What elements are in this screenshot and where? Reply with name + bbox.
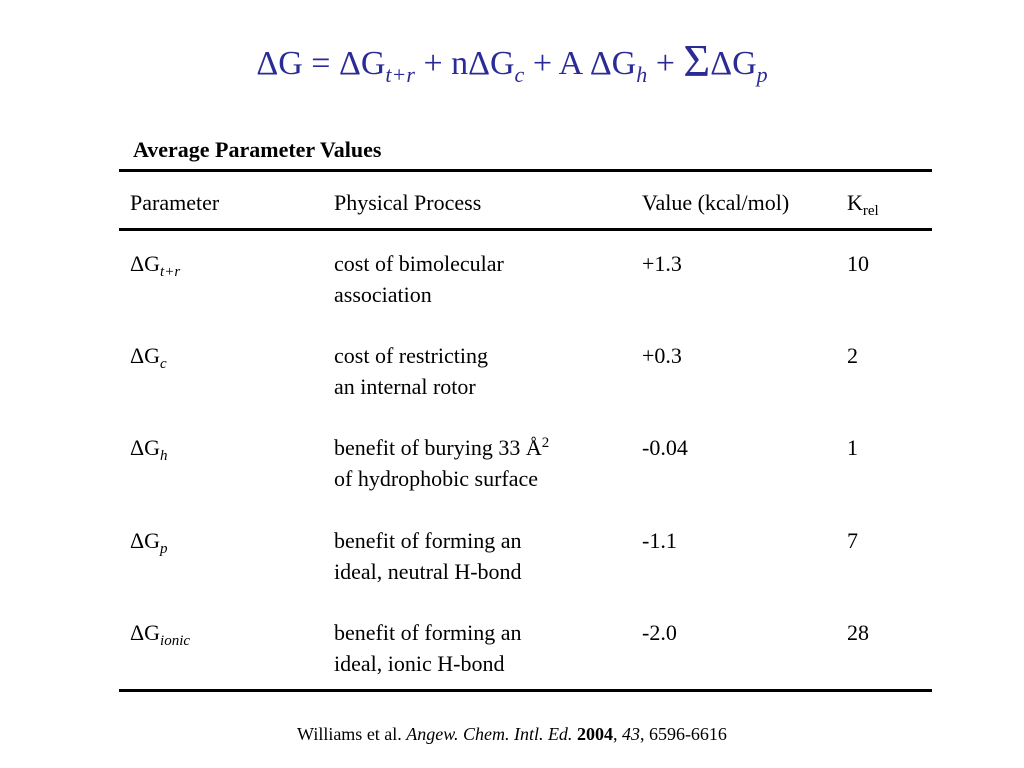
equation-plus3: +	[647, 45, 684, 82]
equation-term2-sub: c	[514, 62, 525, 87]
header-parameter: Parameter	[130, 190, 220, 215]
equation-term3-prefix: A	[558, 45, 590, 82]
table-row-value: -2.0	[642, 620, 677, 645]
equation-term4-sub: p	[756, 62, 768, 87]
header-krel-main: K	[847, 190, 863, 215]
citation-pages: , 6596-6616	[639, 724, 727, 744]
citation-authors: Williams et al.	[297, 724, 407, 744]
param-symbol: ΔG	[130, 343, 161, 368]
process-line-2: an internal rotor	[334, 374, 476, 399]
param-subscript: p	[160, 541, 168, 557]
equation-lhs: ΔG	[256, 45, 303, 82]
param-symbol: ΔG	[130, 528, 161, 553]
param-subscript: ionic	[160, 633, 191, 649]
table-row-param	[130, 525, 168, 556]
table-row-process	[334, 432, 549, 494]
table-row-param	[130, 248, 180, 279]
citation-year: 2004	[576, 724, 613, 744]
equation-plus1: +	[414, 45, 452, 82]
param-symbol: ΔG	[130, 251, 161, 276]
table-header-rule	[119, 228, 932, 231]
param-symbol: ΔG	[130, 620, 161, 645]
table-row-value: -1.1	[642, 528, 677, 553]
table-row-param	[130, 617, 190, 648]
table-caption: Average Parameter Values	[133, 137, 382, 162]
citation-sep-2: ,	[612, 724, 622, 744]
table-row-process	[334, 248, 504, 310]
param-subscript: c	[160, 356, 167, 372]
energy-equation	[0, 35, 1024, 87]
process-line-1-text: benefit of burying 33 Å	[334, 435, 542, 460]
table-top-rule	[119, 169, 932, 172]
process-line-2: ideal, ionic H-bond	[334, 651, 505, 676]
table-row-krel: 1	[847, 435, 858, 460]
param-subscript: h	[160, 448, 168, 464]
table-row-param	[130, 432, 168, 463]
table-row-process	[334, 617, 522, 679]
citation-volume: 43	[621, 724, 640, 744]
header-physical-process: Physical Process	[334, 190, 482, 215]
table-row-value: -0.04	[642, 435, 688, 460]
equation-term1-sub: t+r	[385, 62, 415, 87]
param-symbol: ΔG	[130, 435, 161, 460]
table-row-krel: 28	[847, 620, 869, 645]
citation	[0, 724, 1024, 745]
header-value: Value (kcal/mol)	[642, 190, 790, 215]
table-row-value: +1.3	[642, 251, 682, 276]
process-line-2: ideal, neutral H-bond	[334, 559, 522, 584]
table-row-krel: 7	[847, 528, 858, 553]
equation-term3-sub: h	[636, 62, 648, 87]
equation-term3: ΔG	[589, 45, 637, 82]
equation-equals: =	[302, 45, 339, 82]
param-subscript: t+r	[160, 264, 181, 280]
equation-term1: ΔG	[338, 45, 386, 82]
equation-term4: ΔG	[710, 45, 757, 82]
process-line-1	[334, 432, 549, 463]
equation-plus2: +	[524, 45, 559, 82]
header-krel-sub: rel	[862, 203, 879, 219]
table-row-value: +0.3	[642, 343, 682, 368]
table-row-process	[334, 340, 488, 402]
process-line-1: cost of restricting	[334, 343, 488, 368]
process-superscript: 2	[541, 435, 550, 451]
citation-journal: Angew. Chem. Intl. Ed.	[406, 724, 573, 744]
table-row-param	[130, 340, 167, 371]
process-line-2: of hydrophobic surface	[334, 466, 539, 491]
table-row-process	[334, 525, 522, 587]
table-row-krel: 10	[847, 251, 869, 276]
process-line-1: benefit of forming an	[334, 528, 522, 553]
equation-sigma: Σ	[683, 35, 711, 86]
process-line-1: benefit of forming an	[334, 620, 522, 645]
process-line-2: association	[334, 282, 432, 307]
table-row-krel: 2	[847, 343, 858, 368]
equation-term2-prefix: n	[451, 45, 469, 82]
table-bottom-rule	[119, 689, 932, 692]
equation-term2: ΔG	[468, 45, 515, 82]
process-line-1: cost of bimolecular	[334, 251, 504, 276]
header-krel	[847, 187, 879, 218]
